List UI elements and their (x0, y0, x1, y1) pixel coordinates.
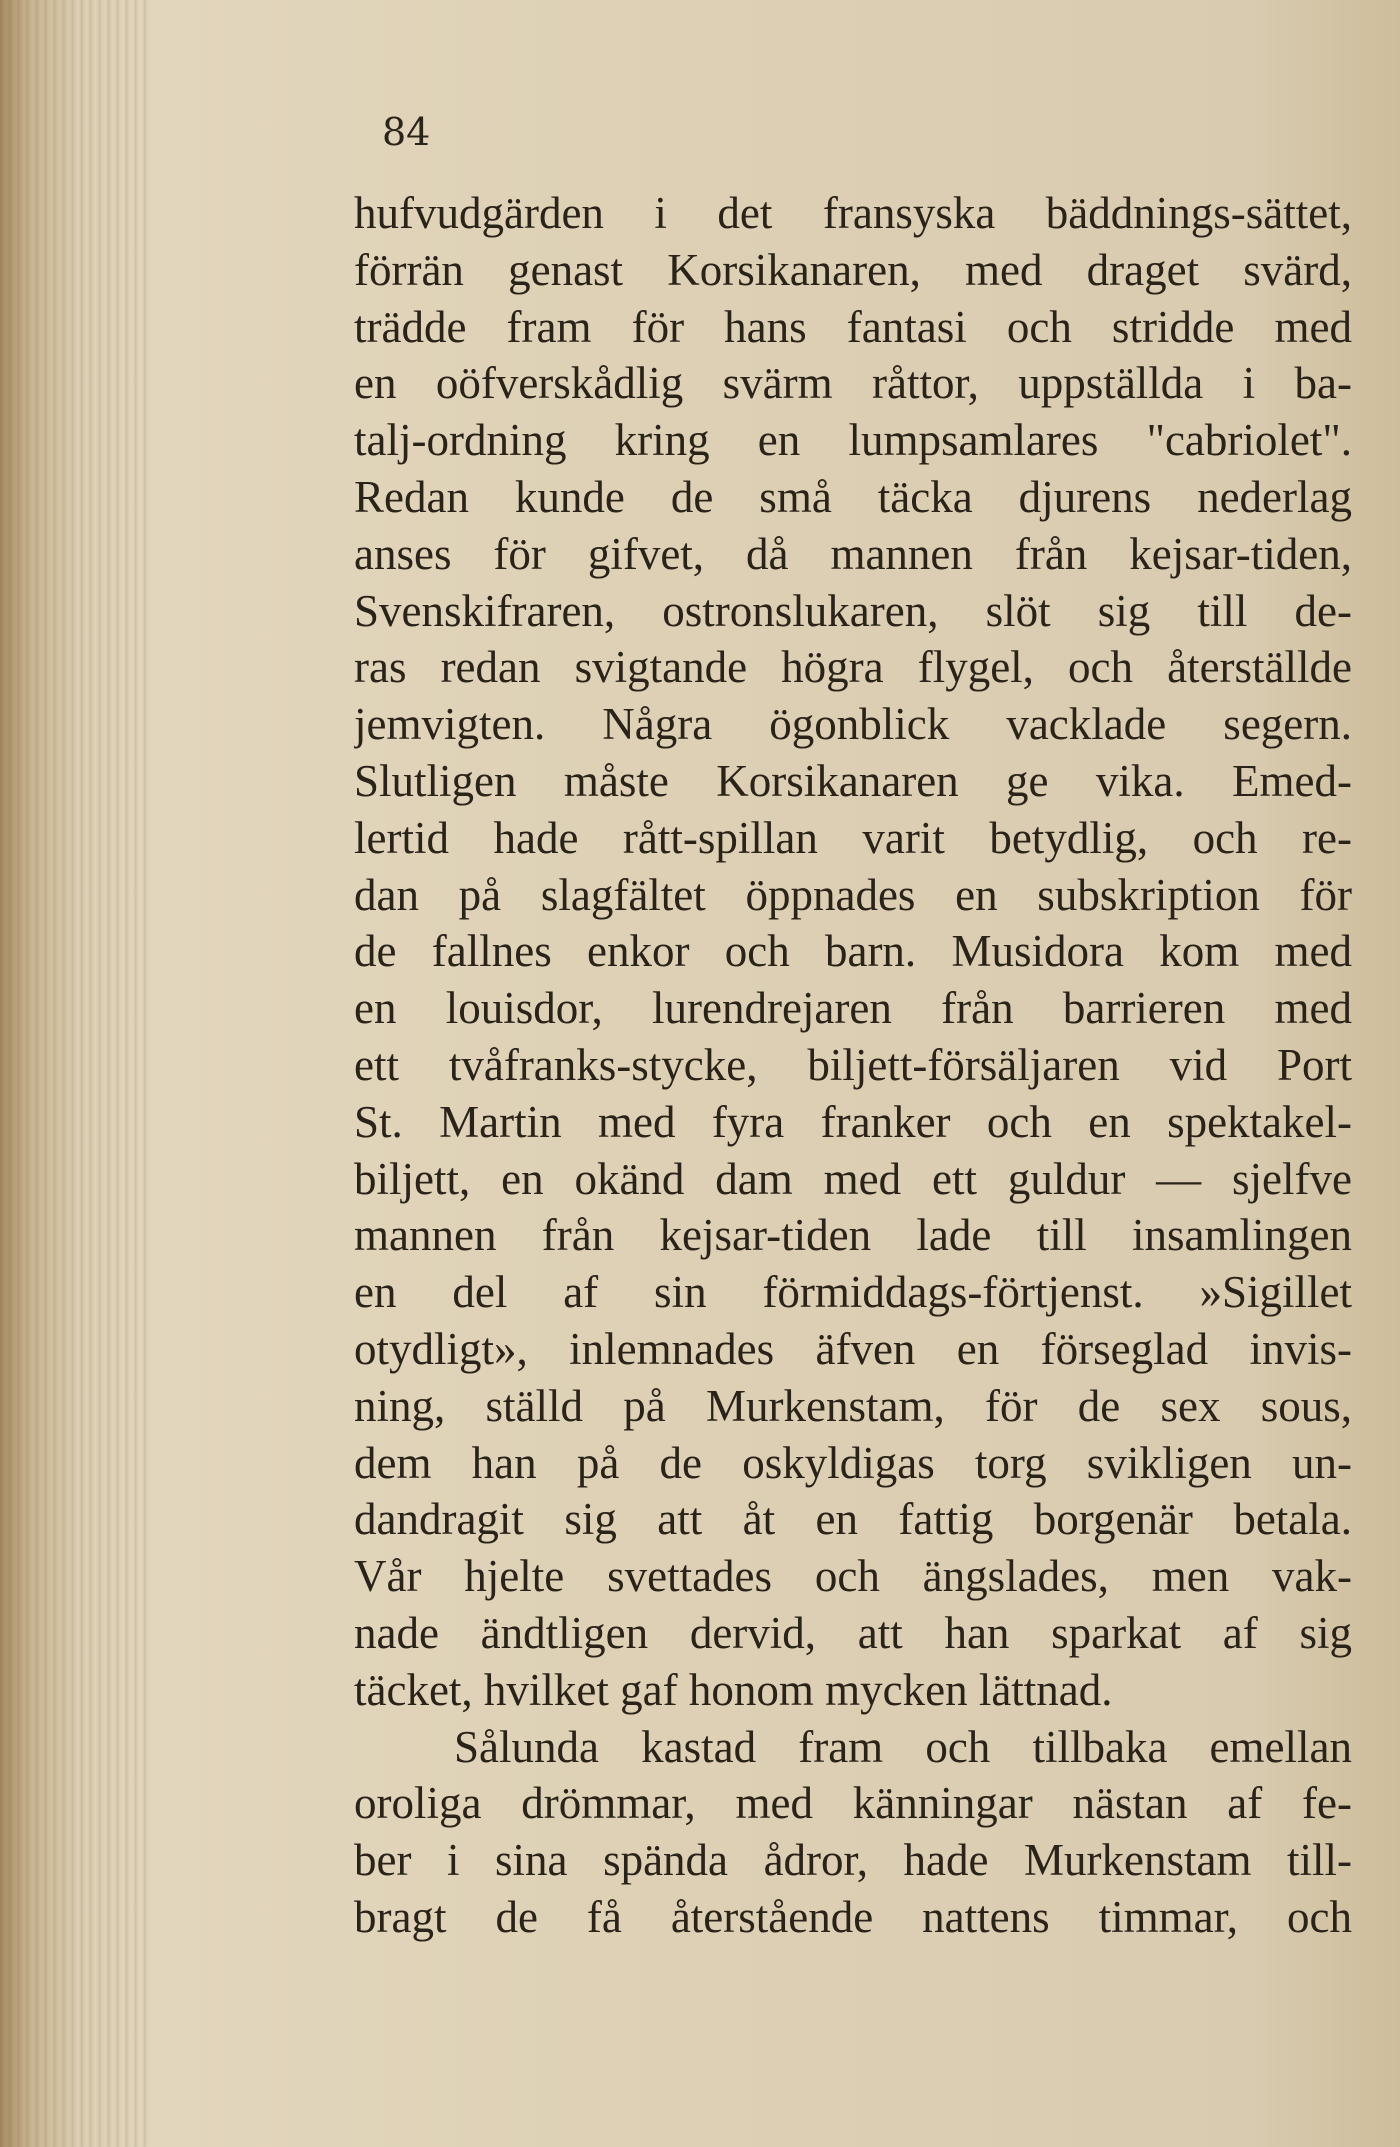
text-line: Vår hjelte svettades och ängslades, men vak- (354, 1551, 1352, 1602)
text-line: Redan kunde de små täcka djurens nederlag (354, 471, 1352, 522)
body-text (354, 185, 1352, 1946)
text-line: hufvudgärden i det fransyska bäddnings-sättet, (354, 188, 1352, 238)
page-number: 84 (382, 110, 431, 154)
text-line: St. Martin med fyra franker och en spektakel- (354, 1096, 1352, 1147)
text-line: otydligt», inlemnades äfven en förseglad invis- (354, 1323, 1352, 1374)
text-line: dem han på de oskyldigas torg svikligen un- (354, 1437, 1352, 1488)
text-line: en louisdor, lurendrejaren från barrieren med (354, 983, 1352, 1034)
text-line: ras redan svigtande högra flygel, och återställde (354, 642, 1352, 693)
text-line: dan på slagfältet öppnades en subskription för (354, 869, 1352, 920)
text-line: en oöfverskådlig svärm råttor, uppställda i ba- (354, 358, 1352, 409)
text-line: ett tvåfranks-stycke, biljett-försäljaren vid Port (354, 1039, 1352, 1090)
text-line: talj-ordning kring en lumpsamlares "cabriolet". (354, 415, 1352, 466)
text-line: Svenskifraren, ostronslukaren, slöt sig till de- (354, 585, 1352, 636)
text-line: mannen från kejsar-tiden lade till insamlingen (354, 1210, 1352, 1261)
text-line: Slutligen måste Korsikanaren ge vika. Emed- (354, 755, 1352, 806)
text-line: nade ändtligen dervid, att han sparkat af sig (354, 1607, 1352, 1658)
text-line: en del af sin förmiddags-förtjenst. »Sigillet (354, 1267, 1352, 1318)
text-line: trädde fram för hans fantasi och stridde med (354, 301, 1352, 352)
text-line: anses för gifvet, då mannen från kejsar-tiden, (354, 528, 1352, 579)
text-line: bragt de få återstående nattens timmar, och (354, 1891, 1352, 1942)
text-line: dandragit sig att åt en fattig borgenär betala. (354, 1494, 1352, 1545)
text-line: förrän genast Korsikanaren, med draget svärd, (354, 244, 1352, 295)
text-line: täcket, hvilket gaf honom mycken lättnad. (354, 1664, 1113, 1715)
text-line: ber i sina spända ådror, hade Murkenstam till- (354, 1835, 1352, 1886)
text-line: lertid hade rått-spillan varit betydlig, och re- (354, 812, 1352, 863)
text-line: Sålunda kastad fram och tillbaka emellan (454, 1721, 1352, 1772)
text-line: oroliga drömmar, med känningar nästan af fe- (354, 1778, 1352, 1829)
text-line: jemvigten. Några ögonblick vacklade segern. (354, 699, 1352, 750)
text-line: ning, ställd på Murkenstam, för de sex sous, (354, 1380, 1352, 1431)
text-line: de fallnes enkor och barn. Musidora kom med (354, 926, 1352, 977)
book-spine-shadow (0, 0, 150, 2147)
text-line: biljett, en okänd dam med ett guldur — sjelfve (354, 1153, 1352, 1204)
